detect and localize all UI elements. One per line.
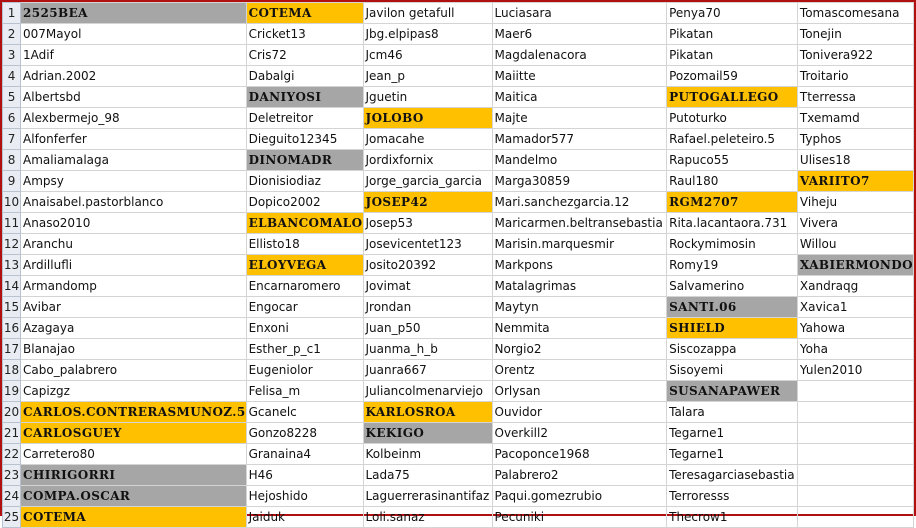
cell-c11[interactable]: Josep53 [363,213,492,234]
table-row [3,423,914,444]
row-header[interactable]: 19 [3,381,21,402]
cell-e15[interactable]: SANTI.06 [667,297,798,318]
cell-a5[interactable]: Albertsbd [21,87,247,108]
cell-a4[interactable]: Adrian.2002 [21,66,247,87]
row-header[interactable]: 25 [3,507,21,528]
cell-a16[interactable]: Azagaya [21,318,247,339]
cell-f8[interactable]: Ulises18 [797,150,913,171]
table-row [3,24,914,45]
table-row [3,360,914,381]
cell-f22[interactable] [797,444,913,465]
cell-e6[interactable]: Putoturko [667,108,798,129]
table-row [3,87,914,108]
cell-d16[interactable]: Nemmita [492,318,667,339]
cell-a1[interactable]: 2525BEA [21,3,247,24]
cell-d2[interactable]: Maer6 [492,24,667,45]
cell-e10[interactable]: RGM2707 [667,192,798,213]
table-row [3,507,914,528]
cell-f24[interactable] [797,486,913,507]
cell-c13[interactable]: Josito20392 [363,255,492,276]
cell-b4[interactable]: Dabalgi [246,66,363,87]
row-header[interactable]: 9 [3,171,21,192]
cell-e24[interactable]: Terroresss [667,486,798,507]
cell-d22[interactable]: Pacoponce1968 [492,444,667,465]
table-row [3,465,914,486]
row-header[interactable]: 22 [3,444,21,465]
cell-e25[interactable]: Thecrow1 [667,507,798,528]
cell-f5[interactable]: Tterressa [797,87,913,108]
row-header[interactable]: 15 [3,297,21,318]
cell-b19[interactable]: Felisa_m [246,381,363,402]
cell-e12[interactable]: Rockymimosin [667,234,798,255]
cell-a23[interactable]: CHIRIGORRI [21,465,247,486]
cell-d15[interactable]: Maytyn [492,297,667,318]
cell-c12[interactable]: Josevicentet123 [363,234,492,255]
table-row [3,444,914,465]
row-header[interactable]: 1 [3,3,21,24]
row-header[interactable]: 20 [3,402,21,423]
cell-f10[interactable]: Viheju [797,192,913,213]
cell-b14[interactable]: Encarnaromero [246,276,363,297]
row-header[interactable]: 2 [3,24,21,45]
cell-b5[interactable]: DANIYOSI [246,87,363,108]
table-row [3,297,914,318]
cell-d8[interactable]: Mandelmo [492,150,667,171]
cell-f17[interactable]: Yoha [797,339,913,360]
cell-e4[interactable]: Pozomail59 [667,66,798,87]
cell-c8[interactable]: Jordixfornix [363,150,492,171]
cell-a13[interactable]: Ardillufli [21,255,247,276]
cell-f16[interactable]: Yahowa [797,318,913,339]
cell-f6[interactable]: Txemamd [797,108,913,129]
cell-f13[interactable]: XABIERMONDO [797,255,913,276]
cell-d20[interactable]: Ouvidor [492,402,667,423]
cell-b17[interactable]: Esther_p_c1 [246,339,363,360]
cell-b24[interactable]: Hejoshido [246,486,363,507]
cell-e2[interactable]: Pikatan [667,24,798,45]
table-row [3,234,914,255]
row-header[interactable]: 6 [3,108,21,129]
row-header[interactable]: 18 [3,360,21,381]
cell-a19[interactable]: Capizgz [21,381,247,402]
cell-f11[interactable]: Vivera [797,213,913,234]
cell-a10[interactable]: Anaisabel.pastorblanco [21,192,247,213]
cell-f19[interactable] [797,381,913,402]
row-header[interactable]: 17 [3,339,21,360]
cell-a7[interactable]: Alfonferfer [21,129,247,150]
cell-d24[interactable]: Paqui.gomezrubio [492,486,667,507]
cell-b10[interactable]: Dopico2002 [246,192,363,213]
table-row [3,129,914,150]
row-header[interactable]: 16 [3,318,21,339]
cell-b13[interactable]: ELOYVEGA [246,255,363,276]
cell-e14[interactable]: Salvamerino [667,276,798,297]
cell-b2[interactable]: Cricket13 [246,24,363,45]
cell-c6[interactable]: JOLOBO [363,108,492,129]
cell-e5[interactable]: PUTOGALLEGO [667,87,798,108]
cell-c9[interactable]: Jorge_garcia_garcia [363,171,492,192]
cell-e17[interactable]: Siscozappa [667,339,798,360]
cell-c23[interactable]: Lada75 [363,465,492,486]
table-row [3,150,914,171]
table-row [3,486,914,507]
cell-b22[interactable]: Granaina4 [246,444,363,465]
spreadsheet-grid [2,2,914,528]
row-header[interactable]: 3 [3,45,21,66]
cell-e13[interactable]: Romy19 [667,255,798,276]
cell-b1[interactable]: COTEMA [246,3,363,24]
row-header[interactable]: 12 [3,234,21,255]
cell-b3[interactable]: Cris72 [246,45,363,66]
row-header[interactable]: 7 [3,129,21,150]
cell-b9[interactable]: Dionisiodiaz [246,171,363,192]
cell-e18[interactable]: Sisoyemi [667,360,798,381]
cell-e11[interactable]: Rita.lacantaora.731 [667,213,798,234]
cell-a17[interactable]: Blanajao [21,339,247,360]
cell-d7[interactable]: Mamador577 [492,129,667,150]
cell-d19[interactable]: Orlysan [492,381,667,402]
row-header[interactable]: 24 [3,486,21,507]
cell-f3[interactable]: Tonivera922 [797,45,913,66]
cell-c19[interactable]: Juliancolmenarviejo [363,381,492,402]
cell-b16[interactable]: Enxoni [246,318,363,339]
cell-e9[interactable]: Raul180 [667,171,798,192]
cell-b20[interactable]: Gcanelc [246,402,363,423]
table-row [3,339,914,360]
cell-c20[interactable]: KARLOSROA [363,402,492,423]
cell-a3[interactable]: 1Adif [21,45,247,66]
row-header[interactable]: 4 [3,66,21,87]
cell-c5[interactable]: Jguetin [363,87,492,108]
cell-c4[interactable]: Jean_p [363,66,492,87]
cell-a14[interactable]: Armandomp [21,276,247,297]
cell-f1[interactable]: Tomascomesana [797,3,913,24]
cell-f9[interactable]: VARIITO7 [797,171,913,192]
cell-c10[interactable]: JOSEP42 [363,192,492,213]
cell-d21[interactable]: Overkill2 [492,423,667,444]
cell-f23[interactable] [797,465,913,486]
cell-a11[interactable]: Anaso2010 [21,213,247,234]
cell-a2[interactable]: 007Mayol [21,24,247,45]
row-header[interactable]: 21 [3,423,21,444]
cell-f20[interactable] [797,402,913,423]
cell-a6[interactable]: Alexbermejo_98 [21,108,247,129]
row-header[interactable]: 14 [3,276,21,297]
row-header[interactable]: 23 [3,465,21,486]
cell-f12[interactable]: Willou [797,234,913,255]
cell-b18[interactable]: Eugeniolor [246,360,363,381]
cell-c16[interactable]: Juan_p50 [363,318,492,339]
cell-b12[interactable]: Ellisto18 [246,234,363,255]
cell-b11[interactable]: ELBANCOMALO [246,213,363,234]
cell-e22[interactable]: Tegarne1 [667,444,798,465]
cell-f14[interactable]: Xandraqg [797,276,913,297]
cell-c22[interactable]: Kolbeinm [363,444,492,465]
cell-e19[interactable]: SUSANAPAWER [667,381,798,402]
cell-c15[interactable]: Jrondan [363,297,492,318]
cell-d18[interactable]: Orentz [492,360,667,381]
table-row [3,45,914,66]
row-header[interactable]: 11 [3,213,21,234]
cell-e1[interactable]: Penya70 [667,3,798,24]
table-row [3,108,914,129]
cell-b7[interactable]: Dieguito12345 [246,129,363,150]
cell-b15[interactable]: Engocar [246,297,363,318]
cell-d4[interactable]: Maiitte [492,66,667,87]
cell-f25[interactable] [797,507,913,528]
cell-d13[interactable]: Markpons [492,255,667,276]
cell-e8[interactable]: Rapuco55 [667,150,798,171]
cell-a25[interactable]: COTEMA [21,507,247,528]
table-row [3,318,914,339]
cell-f18[interactable]: Yulen2010 [797,360,913,381]
cell-f2[interactable]: Tonejin [797,24,913,45]
cell-d9[interactable]: Marga30859 [492,171,667,192]
cell-c14[interactable]: Jovimat [363,276,492,297]
cell-d10[interactable]: Mari.sanchezgarcia.12 [492,192,667,213]
table-row [3,276,914,297]
table-row [3,66,914,87]
cell-b8[interactable]: DINOMADR [246,150,363,171]
cell-c3[interactable]: Jcm46 [363,45,492,66]
cell-c2[interactable]: Jbg.elpipas8 [363,24,492,45]
cell-d3[interactable]: Magdalenacora [492,45,667,66]
cell-c7[interactable]: Jomacahe [363,129,492,150]
cell-a21[interactable]: CARLOSGUEY [21,423,247,444]
table-row [3,192,914,213]
cell-e7[interactable]: Rafael.peleteiro.5 [667,129,798,150]
cell-e23[interactable]: Teresagarciasebastia [667,465,798,486]
cell-b21[interactable]: Gonzo8228 [246,423,363,444]
table-row [3,381,914,402]
cell-a9[interactable]: Ampsy [21,171,247,192]
cell-b23[interactable]: H46 [246,465,363,486]
cell-f15[interactable]: Xavica1 [797,297,913,318]
cell-d12[interactable]: Marisin.marquesmir [492,234,667,255]
cell-a22[interactable]: Carretero80 [21,444,247,465]
cell-a12[interactable]: Aranchu [21,234,247,255]
cell-f21[interactable] [797,423,913,444]
row-header[interactable]: 5 [3,87,21,108]
cell-f4[interactable]: Troitario [797,66,913,87]
cell-d14[interactable]: Matalagrimas [492,276,667,297]
cell-c18[interactable]: Juanra667 [363,360,492,381]
table-row [3,171,914,192]
table-row [3,402,914,423]
cell-f7[interactable]: Typhos [797,129,913,150]
cell-d25[interactable]: Pecuniki [492,507,667,528]
cell-e16[interactable]: SHIELD [667,318,798,339]
cell-d23[interactable]: Palabrero2 [492,465,667,486]
row-header[interactable]: 8 [3,150,21,171]
cell-a8[interactable]: Amaliamalaga [21,150,247,171]
table-row [3,255,914,276]
cell-a15[interactable]: Avibar [21,297,247,318]
row-header[interactable]: 10 [3,192,21,213]
cell-a24[interactable]: COMPA.OSCAR [21,486,247,507]
cell-b6[interactable]: Deletreitor [246,108,363,129]
cell-a18[interactable]: Cabo_palabrero [21,360,247,381]
table-row [3,213,914,234]
cell-d6[interactable]: Majte [492,108,667,129]
cell-d5[interactable]: Maitica [492,87,667,108]
table-row [3,3,914,24]
cell-c1[interactable]: Javilon getafull [363,3,492,24]
cell-e20[interactable]: Talara [667,402,798,423]
cell-b25[interactable]: Jaiduk [246,507,363,528]
cell-d11[interactable]: Maricarmen.beltransebastia [492,213,667,234]
cell-d17[interactable]: Norgio2 [492,339,667,360]
cell-e3[interactable]: Pikatan [667,45,798,66]
row-header[interactable]: 13 [3,255,21,276]
cell-c21[interactable]: KEKIGO [363,423,492,444]
cell-c24[interactable]: Laguerrerasinantifaz [363,486,492,507]
cell-a20[interactable]: CARLOS.CONTRERASMUNOZ.5 [21,402,247,423]
cell-e21[interactable]: Tegarne1 [667,423,798,444]
cell-c17[interactable]: Juanma_h_b [363,339,492,360]
cell-d1[interactable]: Luciasara [492,3,667,24]
cell-c25[interactable]: Loli.sanaz [363,507,492,528]
